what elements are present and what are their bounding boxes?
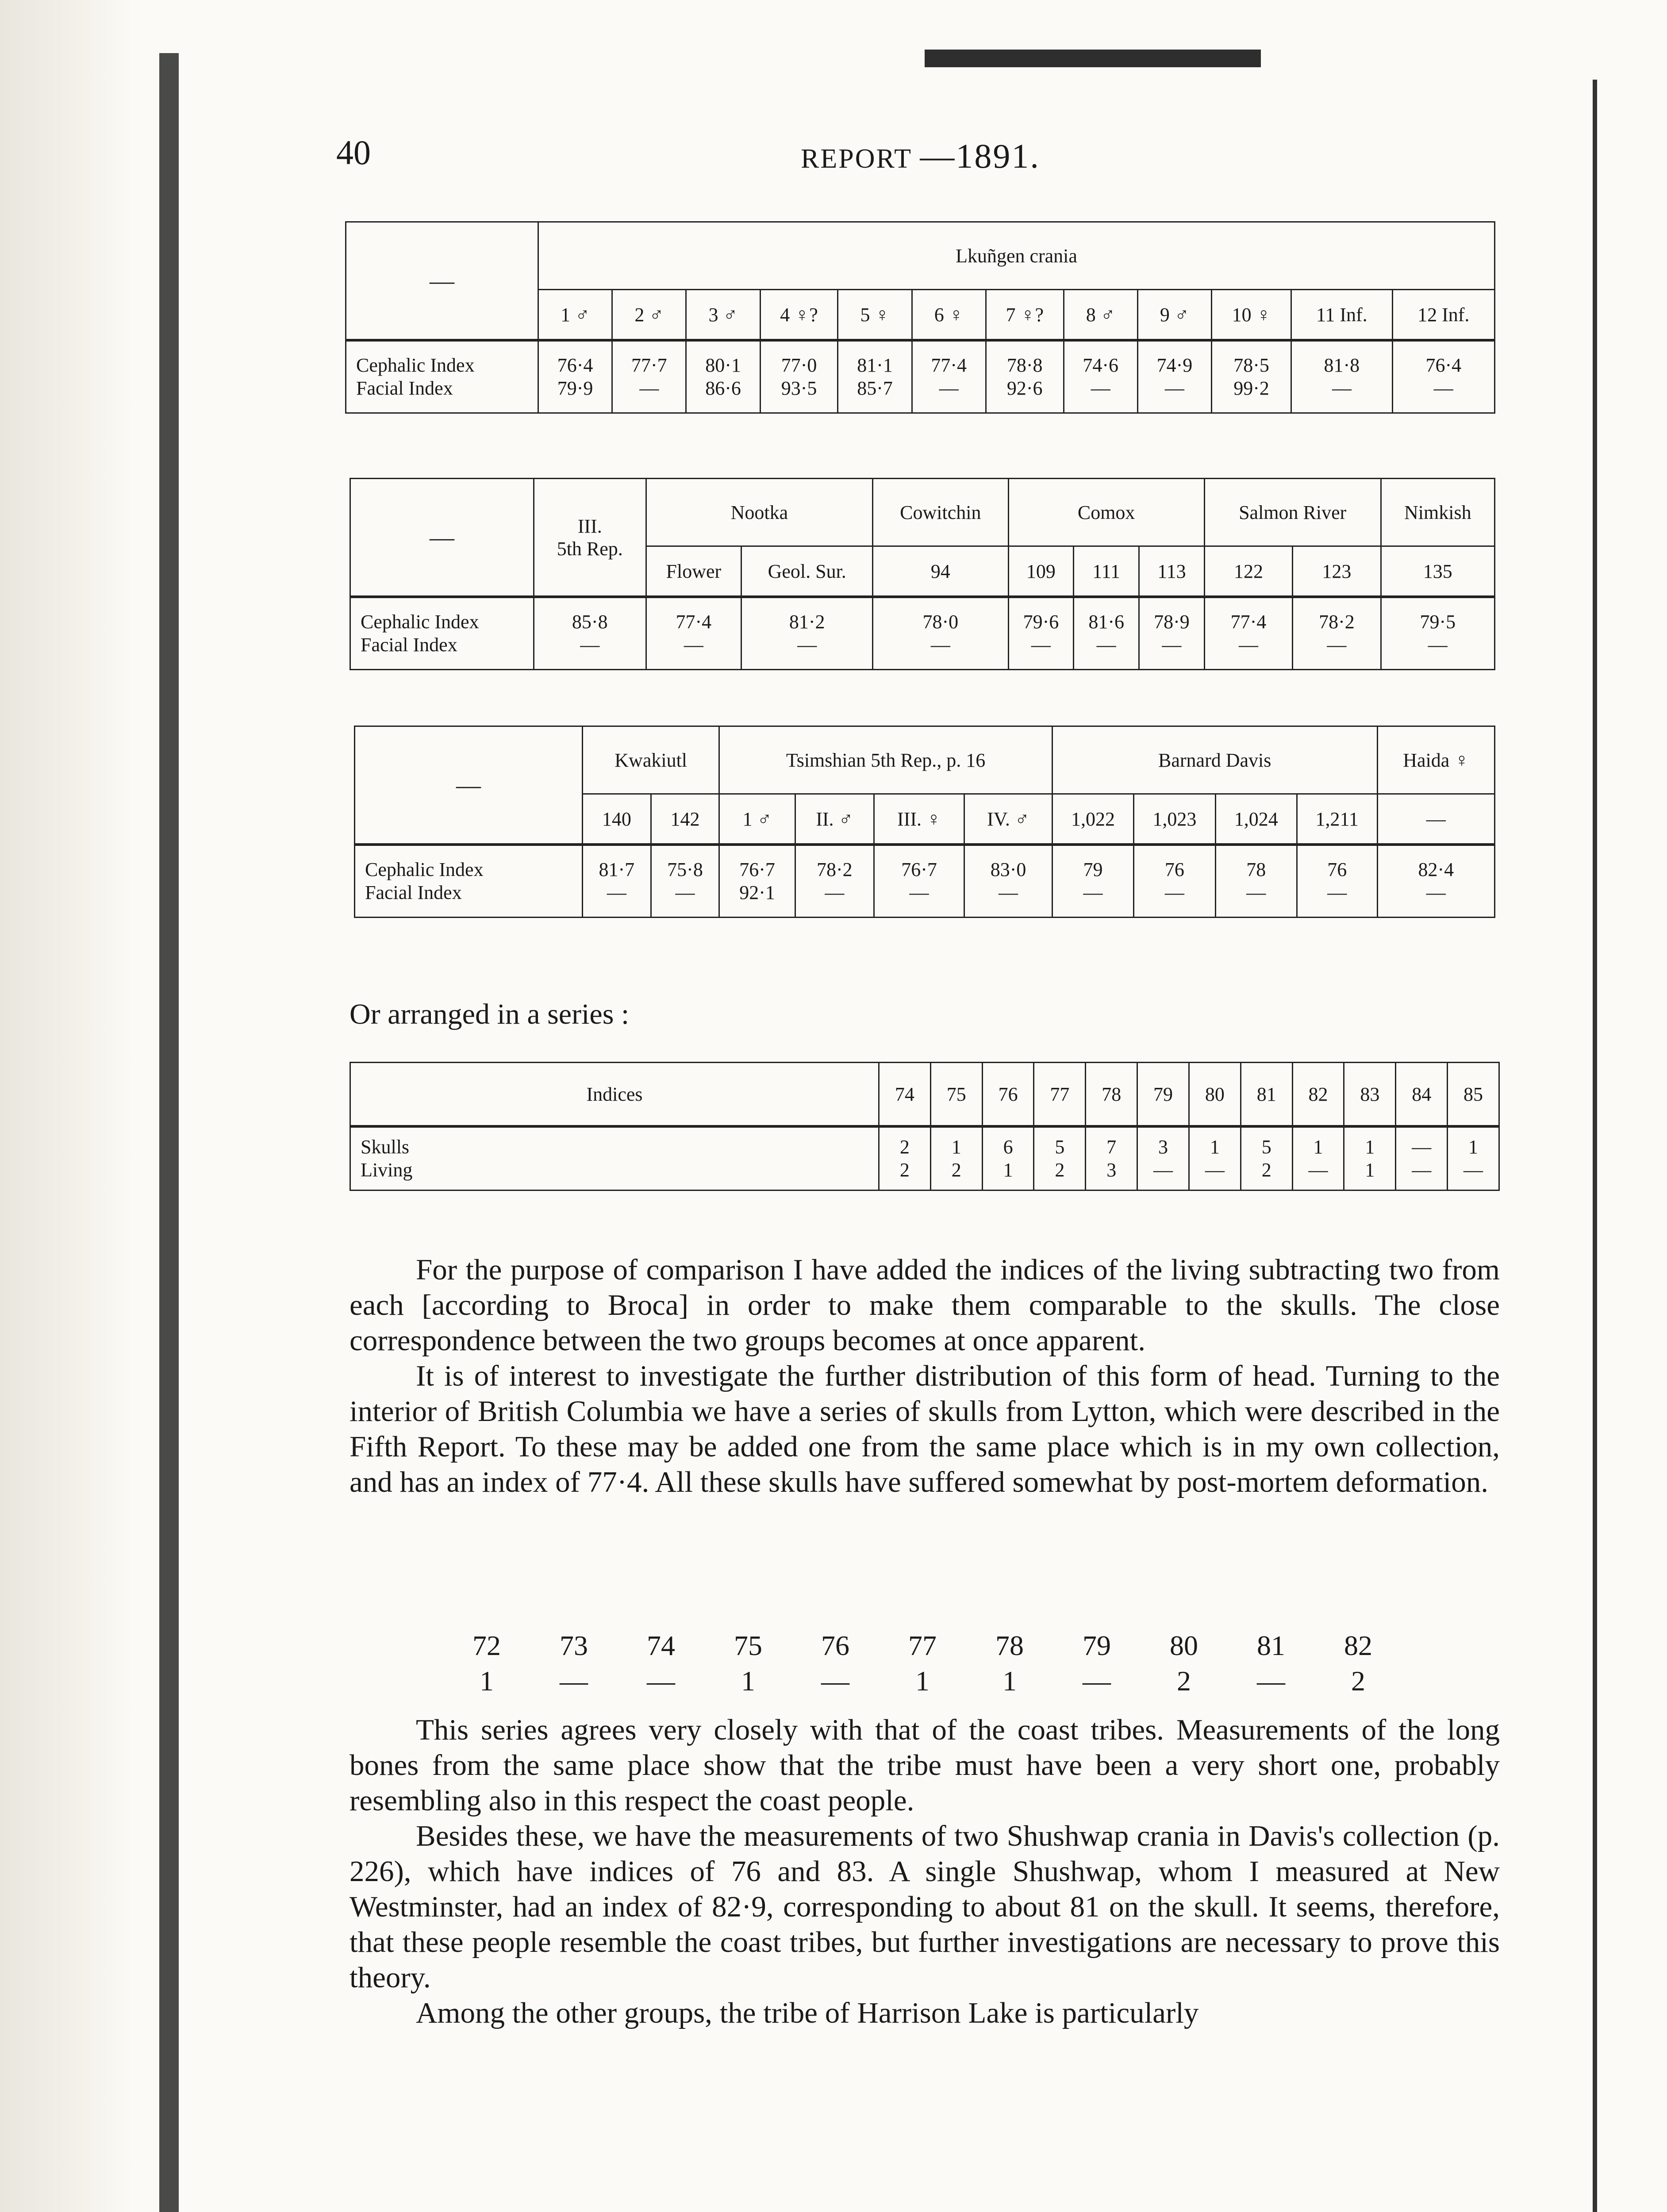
group-header: Barnard Davis (1052, 726, 1377, 794)
lytton-counts-row (447, 1663, 1398, 1699)
column-header: 113 (1139, 546, 1205, 597)
column-header: 7 ♀? (986, 290, 1064, 341)
facial-value: — (639, 377, 659, 399)
facial-value: — (607, 882, 626, 903)
scan-binding-edge (159, 53, 179, 2212)
skulls-count: 1 (951, 1136, 961, 1158)
table-cell (1137, 340, 1211, 413)
table-cell (1215, 845, 1297, 918)
facial-value: — (1332, 377, 1352, 399)
table-cell (986, 340, 1064, 413)
skulls-count: — (1412, 1136, 1432, 1158)
table-cell (1008, 597, 1074, 670)
living-count: — (1308, 1159, 1328, 1181)
skulls-count: 5 (1261, 1136, 1271, 1158)
table-header-row (355, 726, 1495, 794)
skulls-count: 7 (1106, 1136, 1117, 1158)
table-cell (651, 845, 719, 918)
row-labels (355, 845, 583, 918)
table-cell (1241, 1126, 1292, 1190)
table-cell (879, 1126, 931, 1190)
group-header: Nimkish (1381, 479, 1494, 546)
page-header (336, 133, 1495, 186)
table-cell (1292, 1126, 1344, 1190)
row-labels (346, 340, 538, 413)
series-count: — (821, 1665, 849, 1697)
facial-value: — (580, 634, 600, 656)
series-index: 78 (995, 1630, 1024, 1661)
column-header: 79 (1137, 1063, 1189, 1127)
skulls-count: 2 (899, 1136, 910, 1158)
cephalic-value: 78·2 (1319, 611, 1355, 633)
table-cell (741, 597, 873, 670)
group-header: Nootka (646, 479, 873, 546)
series-index: 76 (821, 1630, 849, 1661)
skulls-count: 1 (1210, 1136, 1220, 1158)
series-caption: Or arranged in a series : (350, 998, 630, 1030)
series-index: 73 (560, 1630, 588, 1661)
series-index: 75 (734, 1630, 762, 1661)
series-count: — (1257, 1665, 1285, 1697)
series-index: 77 (908, 1630, 937, 1661)
table-cell (1064, 340, 1137, 413)
cephalic-value: 78·0 (922, 611, 959, 633)
living-count: 1 (1003, 1159, 1013, 1181)
series-index: 72 (472, 1630, 501, 1661)
column-header: II. ♂ (795, 794, 874, 845)
skulls-count: 3 (1158, 1136, 1168, 1158)
column-header: 111 (1074, 546, 1139, 597)
living-count: — (1205, 1159, 1225, 1181)
column-header-iii (534, 479, 646, 597)
cephalic-value: 82·4 (1418, 859, 1454, 880)
cephalic-value: 77·4 (676, 611, 712, 633)
cephalic-value: 76 (1164, 859, 1184, 880)
table-cell (874, 845, 964, 918)
column-header: 6 ♀ (912, 290, 986, 341)
body-text-after-series (350, 1712, 1500, 2031)
cephalic-value: 78·5 (1233, 354, 1269, 376)
table-cell (719, 845, 795, 918)
table-row (346, 340, 1495, 413)
row-label: Facial Index (361, 634, 457, 656)
table-cell (612, 340, 686, 413)
column-header: 2 ♂ (612, 290, 686, 341)
column-header: 8 ♂ (1064, 290, 1137, 341)
table-header-row (350, 479, 1495, 546)
column-header: 80 (1189, 1063, 1241, 1127)
facial-value: — (1031, 634, 1051, 656)
paragraph: Besides these, we have the measurements of two Shushwap crania in Davis's collection (p. 226), which have indices of 76 and 83. A single Shushwap, whom I measured at New Westminster, had an index of 82·9, corresponding to about 81 on the skull. It seems, therefore, that these people resemble the coast tribes, but further investigations are necessary to prove this theory. (350, 1820, 1500, 1994)
living-count: 2 (951, 1159, 961, 1181)
running-title-text: REPORT (801, 144, 912, 174)
cephalic-value: 78·2 (817, 859, 853, 880)
cephalic-value: 76·7 (901, 859, 937, 880)
table-cell (1212, 340, 1291, 413)
column-header-iii-bottom: 5th Rep. (557, 538, 623, 560)
facial-value: — (1327, 634, 1347, 656)
living-count: — (1412, 1159, 1432, 1181)
group-header: Cowitchin (873, 479, 1008, 546)
paragraph: This series agrees very closely with that of the coast tribes. Measurements of the long bones from the same place show that the tribe must have been a very short one, probably resembling also in this respect the coast people. (350, 1713, 1500, 1817)
table-row (355, 845, 1495, 918)
table-cell (1392, 340, 1494, 413)
page-number: 40 (336, 133, 371, 172)
facial-value: 93·5 (781, 377, 817, 399)
facial-value: — (1083, 882, 1103, 903)
column-header: Flower (646, 546, 741, 597)
table-cell (1344, 1126, 1396, 1190)
table-cell (838, 340, 912, 413)
table-cell (1381, 597, 1494, 670)
paragraph: For the purpose of comparison I have added the indices of the living subtracting two from each [according to Broca] in order to make them comparable to the skulls. The close correspondence between the two groups becomes at once apparent. (350, 1253, 1500, 1357)
group-header: Lkuñgen crania (538, 222, 1495, 290)
skulls-count: 1 (1365, 1136, 1375, 1158)
column-header: 109 (1008, 546, 1074, 597)
lytton-indices-row (447, 1628, 1398, 1663)
cephalic-value: 77·0 (781, 354, 817, 376)
cephalic-value: 77·4 (1230, 611, 1267, 633)
facial-value: — (1096, 634, 1116, 656)
cephalic-value: 81·7 (599, 859, 635, 880)
series-index: 82 (1344, 1630, 1372, 1661)
facial-value: — (825, 882, 845, 903)
column-header: III. ♀ (874, 794, 964, 845)
table-cell (538, 340, 612, 413)
facial-value: — (999, 882, 1018, 903)
column-header: Geol. Sur. (741, 546, 873, 597)
facial-value: — (1238, 634, 1258, 656)
table-cell (646, 597, 741, 670)
column-header: 3 ♂ (686, 290, 760, 341)
row-header-blank: — (346, 222, 538, 341)
column-header: 5 ♀ (838, 290, 912, 341)
skulls-count: 6 (1003, 1136, 1013, 1158)
column-header-indices: Indices (350, 1063, 879, 1127)
column-header: 1 ♂ (538, 290, 612, 341)
row-header-blank: — (350, 479, 534, 597)
facial-value: 85·7 (857, 377, 893, 399)
cephalic-value: 76·4 (557, 354, 593, 376)
column-header: — (1377, 794, 1494, 845)
cephalic-value: 83·0 (990, 859, 1026, 880)
column-header: 4 ♀? (760, 290, 838, 341)
paragraph: Among the other groups, the tribe of Harrison Lake is particularly (416, 1997, 1199, 2029)
column-header: 11 Inf. (1291, 290, 1392, 341)
series-count: 1 (1003, 1665, 1017, 1697)
column-header: 1,023 (1134, 794, 1215, 845)
paragraph: It is of interest to investigate the further distribution of this form of head. Turning to the interior of British Columbia we have a series of skulls from Lytton, which were described in the Fifth Report. To these may be added one from the same place which is in my own collection, and has an index of 77·4. All these skulls have suffered somewhat by post-mortem deformation. (350, 1359, 1500, 1498)
column-header: 142 (651, 794, 719, 845)
facial-value: — (1091, 377, 1110, 399)
column-header: 81 (1241, 1063, 1292, 1127)
facial-value: 79·9 (557, 377, 593, 399)
scan-margin-shadow (0, 0, 133, 2212)
column-header: 123 (1293, 546, 1381, 597)
cephalic-value: 79·6 (1023, 611, 1059, 633)
column-header: 85 (1448, 1063, 1499, 1127)
table-cell (982, 1126, 1034, 1190)
nootka-comox-table (350, 478, 1495, 670)
cephalic-value: 78·9 (1154, 611, 1190, 633)
table-cell (1291, 340, 1392, 413)
facial-value: 92·6 (1006, 377, 1043, 399)
skulls-count: 1 (1313, 1136, 1323, 1158)
cephalic-value: 77·4 (931, 354, 967, 376)
series-count: 2 (1177, 1665, 1191, 1697)
living-count: — (1463, 1159, 1483, 1181)
row-label: Facial Index (356, 377, 453, 399)
series-count: 1 (480, 1665, 494, 1697)
row-labels (350, 597, 534, 670)
series-count: 1 (741, 1665, 755, 1697)
cephalic-value: 76·7 (739, 859, 775, 880)
column-header: 82 (1292, 1063, 1344, 1127)
living-count: 2 (1055, 1159, 1065, 1181)
cephalic-value: 77·7 (631, 354, 667, 376)
table-cell (1293, 597, 1381, 670)
facial-value: — (909, 882, 929, 903)
column-header: 94 (873, 546, 1008, 597)
column-header: 74 (879, 1063, 931, 1127)
living-count: 2 (899, 1159, 910, 1181)
table-row (350, 597, 1495, 670)
skulls-count: 5 (1055, 1136, 1065, 1158)
table-cell (930, 1126, 982, 1190)
skulls-count: 1 (1468, 1136, 1479, 1158)
facial-value: — (1433, 377, 1453, 399)
kwakiutl-tsimshian-table (354, 726, 1495, 918)
facial-value: 86·6 (705, 377, 741, 399)
group-header: Tsimshian 5th Rep., p. 16 (719, 726, 1052, 794)
column-header: 122 (1204, 546, 1292, 597)
column-header: IV. ♂ (964, 794, 1052, 845)
column-header: 78 (1086, 1063, 1137, 1127)
indices-series-table (350, 1062, 1500, 1191)
row-label: Cephalic Index (361, 611, 479, 633)
column-header: 140 (583, 794, 651, 845)
table-cell (1086, 1126, 1137, 1190)
table-header-row (346, 222, 1495, 290)
cephalic-value: 78 (1246, 859, 1266, 880)
living-count: — (1153, 1159, 1173, 1181)
column-header: 135 (1381, 546, 1494, 597)
row-label: Skulls (361, 1136, 410, 1158)
facial-value: — (1327, 882, 1347, 903)
column-header: 9 ♂ (1137, 290, 1211, 341)
cephalic-value: 79·5 (1420, 611, 1456, 633)
table-cell (795, 845, 874, 918)
lkungen-crania-table (345, 221, 1495, 414)
table-header-row (350, 1063, 1499, 1127)
facial-value: — (1162, 634, 1182, 656)
facial-value: — (684, 634, 703, 656)
column-header: 76 (982, 1063, 1034, 1127)
table-cell (1139, 597, 1205, 670)
facial-value: 99·2 (1233, 377, 1269, 399)
facial-value: 92·1 (739, 882, 775, 903)
facial-value: — (1426, 882, 1446, 903)
running-title (801, 136, 1040, 176)
row-label: Living (361, 1159, 413, 1181)
scan-top-mark (925, 50, 1261, 67)
cephalic-value: 74·6 (1083, 354, 1119, 376)
table-cell (873, 597, 1008, 670)
row-label: Cephalic Index (365, 859, 484, 880)
column-header: 1,024 (1215, 794, 1297, 845)
facial-value: — (1164, 377, 1184, 399)
facial-value: — (797, 634, 817, 656)
living-count: 2 (1261, 1159, 1271, 1181)
cephalic-value: 75·8 (667, 859, 703, 880)
cephalic-value: 81·1 (857, 354, 893, 376)
column-header: 12 Inf. (1392, 290, 1494, 341)
table-cell (1297, 845, 1377, 918)
living-count: 3 (1106, 1159, 1117, 1181)
running-title-year: —1891. (920, 137, 1040, 175)
table-cell (1052, 845, 1133, 918)
lytton-series (447, 1628, 1398, 1699)
cephalic-value: 85·8 (572, 611, 608, 633)
column-header: 83 (1344, 1063, 1396, 1127)
column-header: 84 (1396, 1063, 1448, 1127)
table-cell (1074, 597, 1139, 670)
facial-value: — (1246, 882, 1266, 903)
series-count: — (560, 1665, 588, 1697)
cephalic-value: 78·8 (1006, 354, 1043, 376)
column-header: 10 ♀ (1212, 290, 1291, 341)
cephalic-value: 81·6 (1088, 611, 1124, 633)
facial-value: — (1164, 882, 1184, 903)
scan-right-edge (1593, 80, 1597, 2212)
table-cell (760, 340, 838, 413)
table-cell (686, 340, 760, 413)
table-cell (1034, 1126, 1086, 1190)
series-index: 80 (1170, 1630, 1198, 1661)
column-header: 1,211 (1297, 794, 1377, 845)
series-count: 1 (915, 1665, 930, 1697)
column-header: 1,022 (1052, 794, 1133, 845)
row-label: Cephalic Index (356, 354, 475, 376)
series-index: 74 (647, 1630, 675, 1661)
cephalic-value: 74·9 (1156, 354, 1193, 376)
facial-value: — (939, 377, 959, 399)
row-label: Facial Index (365, 882, 462, 903)
column-header: 1 ♂ (719, 794, 795, 845)
cephalic-value: 76 (1327, 859, 1347, 880)
series-index: 79 (1083, 1630, 1111, 1661)
living-count: 1 (1365, 1159, 1375, 1181)
cephalic-value: 79 (1083, 859, 1103, 880)
table-cell (1448, 1126, 1499, 1190)
table-cell (1189, 1126, 1241, 1190)
table-cell (912, 340, 986, 413)
column-header-iii-top: III. (577, 515, 602, 537)
row-labels (350, 1126, 879, 1190)
column-header: 75 (930, 1063, 982, 1127)
series-count: — (647, 1665, 675, 1697)
table-row (350, 1126, 1499, 1190)
cephalic-value: 81·2 (789, 611, 825, 633)
cephalic-value: 81·8 (1324, 354, 1360, 376)
cephalic-value: 76·4 (1425, 354, 1462, 376)
facial-value: — (1428, 634, 1448, 656)
column-header: 77 (1034, 1063, 1086, 1127)
table-cell (964, 845, 1052, 918)
series-count: — (1083, 1665, 1111, 1697)
series-index: 81 (1257, 1630, 1285, 1661)
table-cell (1377, 845, 1494, 918)
facial-value: — (675, 882, 695, 903)
cephalic-value: 80·1 (705, 354, 741, 376)
body-text-before-series (350, 1252, 1500, 1500)
group-header: Kwakiutl (583, 726, 719, 794)
group-header: Salmon River (1204, 479, 1381, 546)
table-cell (1134, 845, 1215, 918)
table-cell (534, 597, 646, 670)
table-cell (1204, 597, 1292, 670)
table-cell (1396, 1126, 1448, 1190)
series-count: 2 (1351, 1665, 1365, 1697)
row-header-blank: — (355, 726, 583, 845)
table-cell (1137, 1126, 1189, 1190)
group-header: Haida ♀ (1377, 726, 1494, 794)
facial-value: — (930, 634, 950, 656)
table-cell (583, 845, 651, 918)
group-header: Comox (1008, 479, 1204, 546)
